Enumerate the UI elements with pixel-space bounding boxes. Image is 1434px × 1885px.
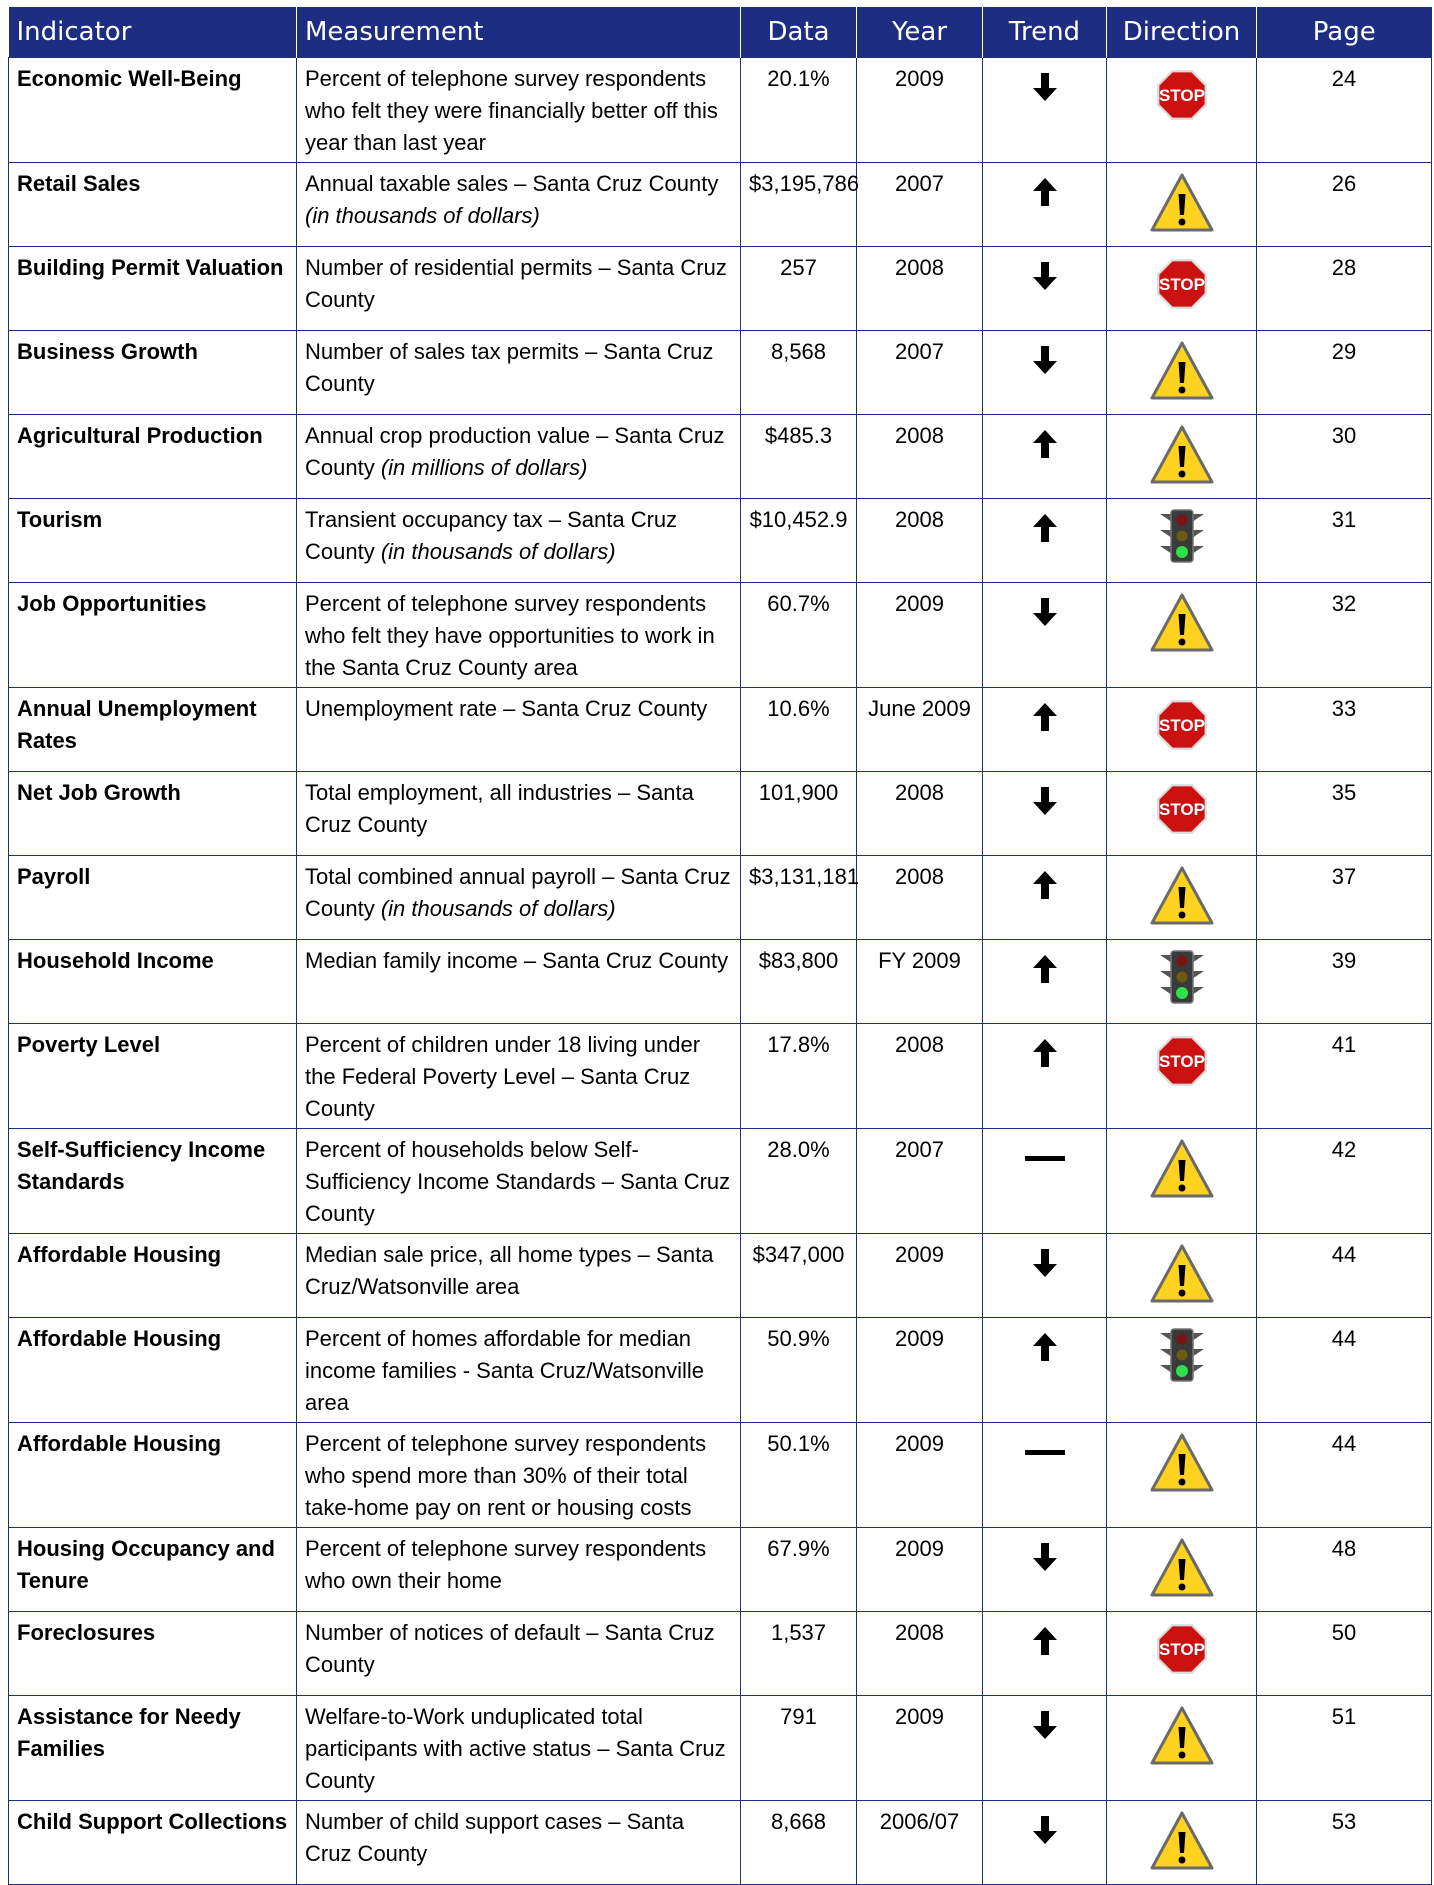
page-cell: 33 (1257, 688, 1432, 772)
page-cell: 29 (1257, 331, 1432, 415)
measurement-cell (297, 688, 741, 772)
indicator-cell: Business Growth (9, 331, 297, 415)
year-cell: 2008 (857, 499, 983, 583)
trend-cell (983, 499, 1107, 583)
direction-cell (1107, 331, 1257, 415)
measurement-text: Total combined annual payroll – Santa Cruz County (305, 864, 731, 921)
table-row (9, 1528, 1432, 1612)
year-cell: 2008 (857, 772, 983, 856)
indicator-cell: Assistance for Needy Families (9, 1696, 297, 1801)
table-row (9, 583, 1432, 688)
measurement-cell (297, 1528, 741, 1612)
measurement-text: Total employment, all industries – Santa Cruz County (305, 780, 694, 837)
year-cell: 2009 (857, 58, 983, 163)
direction-cell (1107, 856, 1257, 940)
page-cell: 41 (1257, 1024, 1432, 1129)
measurement-text: Number of residential permits – Santa Cruz County (305, 255, 727, 312)
indicator-cell: Building Permit Valuation (9, 247, 297, 331)
measurement-unit: (in thousands of dollars) (380, 896, 616, 921)
data-cell: 50.9% (741, 1318, 857, 1423)
trend-cell (983, 1318, 1107, 1423)
indicator-cell: Foreclosures (9, 1612, 297, 1696)
page-cell: 44 (1257, 1423, 1432, 1528)
measurement-cell (297, 583, 741, 688)
indicator-cell: Child Support Collections (9, 1801, 297, 1885)
measurement-cell (297, 331, 741, 415)
year-cell: 2007 (857, 163, 983, 247)
header-data: Data (741, 7, 857, 58)
trend-cell (983, 58, 1107, 163)
trend-cell (983, 1696, 1107, 1801)
table-row (9, 856, 1432, 940)
table-row (9, 1024, 1432, 1129)
year-cell: 2007 (857, 1129, 983, 1234)
dash-icon (1020, 1436, 1070, 1468)
measurement-cell (297, 1423, 741, 1528)
data-cell: 50.1% (741, 1423, 857, 1528)
measurement-text: Number of child support cases – Santa Cruz County (305, 1809, 685, 1866)
trend-cell (983, 1801, 1107, 1885)
page-cell: 32 (1257, 583, 1432, 688)
trend-cell (983, 940, 1107, 1024)
arrow-up-icon (1020, 176, 1070, 208)
direction-cell (1107, 415, 1257, 499)
year-cell: FY 2009 (857, 940, 983, 1024)
svg-text:STOP: STOP (1158, 1640, 1205, 1659)
indicator-cell: Retail Sales (9, 163, 297, 247)
warning-sign-icon (1147, 1243, 1217, 1305)
header-direction: Direction (1107, 7, 1257, 58)
page-cell: 48 (1257, 1528, 1432, 1612)
trend-cell (983, 1612, 1107, 1696)
direction-cell (1107, 1318, 1257, 1423)
direction-cell (1107, 1612, 1257, 1696)
year-cell: 2009 (857, 1234, 983, 1318)
warning-sign-icon (1147, 1537, 1217, 1599)
year-cell: 2007 (857, 331, 983, 415)
table-row (9, 940, 1432, 1024)
warning-sign-icon (1147, 1138, 1217, 1200)
direction-cell (1107, 499, 1257, 583)
data-cell: $3,131,181 (741, 856, 857, 940)
data-cell: 8,668 (741, 1801, 857, 1885)
measurement-cell (297, 1129, 741, 1234)
page-cell: 30 (1257, 415, 1432, 499)
trend-cell (983, 247, 1107, 331)
measurement-unit: (in millions of dollars) (380, 455, 588, 480)
indicator-cell: Payroll (9, 856, 297, 940)
table-row (9, 1423, 1432, 1528)
indicator-cell: Job Opportunities (9, 583, 297, 688)
header-measurement: Measurement (297, 7, 741, 58)
page-cell: 26 (1257, 163, 1432, 247)
measurement-text: Percent of homes affordable for median income families - Santa Cruz/Watsonville area (305, 1326, 704, 1415)
direction-cell (1107, 163, 1257, 247)
data-cell: $10,452.9 (741, 499, 857, 583)
direction-cell (1107, 772, 1257, 856)
year-cell: 2008 (857, 247, 983, 331)
data-cell: 1,537 (741, 1612, 857, 1696)
table-row (9, 247, 1432, 331)
arrow-up-icon (1020, 953, 1070, 985)
arrow-down-icon (1020, 260, 1070, 292)
warning-sign-icon (1147, 424, 1217, 486)
indicator-cell: Tourism (9, 499, 297, 583)
data-cell: $347,000 (741, 1234, 857, 1318)
dash-icon (1020, 1142, 1070, 1174)
measurement-unit: (in thousands of dollars) (380, 539, 616, 564)
measurement-cell (297, 1318, 741, 1423)
table-row (9, 415, 1432, 499)
svg-text:STOP: STOP (1158, 800, 1205, 819)
table-row (9, 1612, 1432, 1696)
measurement-text: Percent of telephone survey respondents who felt they were financially better off this year than last year (305, 66, 718, 155)
indicator-cell: Economic Well-Being (9, 58, 297, 163)
year-cell: 2009 (857, 1528, 983, 1612)
measurement-cell (297, 1696, 741, 1801)
page-cell: 44 (1257, 1234, 1432, 1318)
measurement-cell (297, 415, 741, 499)
trend-cell (983, 1129, 1107, 1234)
arrow-down-icon (1020, 596, 1070, 628)
warning-sign-icon (1147, 172, 1217, 234)
stop-sign-icon (1147, 697, 1217, 759)
warning-sign-icon (1147, 340, 1217, 402)
table-row (9, 163, 1432, 247)
table-row (9, 1129, 1432, 1234)
arrow-up-icon (1020, 1331, 1070, 1363)
measurement-text: Percent of children under 18 living under the Federal Poverty Level – Santa Cruz County (305, 1032, 701, 1121)
trend-cell (983, 331, 1107, 415)
trend-cell (983, 415, 1107, 499)
direction-cell (1107, 58, 1257, 163)
year-cell: 2006/07 (857, 1801, 983, 1885)
stop-sign-icon (1147, 67, 1217, 129)
page-cell: 51 (1257, 1696, 1432, 1801)
table-row (9, 772, 1432, 856)
arrow-down-icon (1020, 344, 1070, 376)
data-cell: 791 (741, 1696, 857, 1801)
year-cell: 2008 (857, 1024, 983, 1129)
arrow-down-icon (1020, 785, 1070, 817)
header-year: Year (857, 7, 983, 58)
direction-cell (1107, 1801, 1257, 1885)
indicator-cell: Affordable Housing (9, 1423, 297, 1528)
year-cell: 2009 (857, 1318, 983, 1423)
data-cell: 101,900 (741, 772, 857, 856)
indicator-cell: Housing Occupancy and Tenure (9, 1528, 297, 1612)
arrow-up-icon (1020, 512, 1070, 544)
data-cell: $83,800 (741, 940, 857, 1024)
page-cell: 31 (1257, 499, 1432, 583)
measurement-cell (297, 499, 741, 583)
measurement-text: Transient occupancy tax – Santa Cruz County (305, 507, 678, 564)
year-cell: 2008 (857, 856, 983, 940)
indicator-cell: Affordable Housing (9, 1234, 297, 1318)
traffic-light-icon (1147, 1327, 1217, 1389)
header-trend: Trend (983, 7, 1107, 58)
trend-cell (983, 1234, 1107, 1318)
year-cell: 2009 (857, 583, 983, 688)
table-row (9, 331, 1432, 415)
measurement-cell (297, 772, 741, 856)
arrow-down-icon (1020, 1814, 1070, 1846)
page-cell: 50 (1257, 1612, 1432, 1696)
header-row (9, 7, 1432, 58)
table-row (9, 499, 1432, 583)
indicator-cell: Poverty Level (9, 1024, 297, 1129)
traffic-light-icon (1147, 949, 1217, 1011)
warning-sign-icon (1147, 1705, 1217, 1767)
arrow-down-icon (1020, 71, 1070, 103)
indicator-cell: Net Job Growth (9, 772, 297, 856)
page-cell: 37 (1257, 856, 1432, 940)
arrow-up-icon (1020, 1037, 1070, 1069)
arrow-down-icon (1020, 1541, 1070, 1573)
arrow-down-icon (1020, 1709, 1070, 1741)
measurement-cell (297, 163, 741, 247)
page-cell: 28 (1257, 247, 1432, 331)
measurement-text: Unemployment rate – Santa Cruz County (305, 696, 708, 721)
table-row (9, 58, 1432, 163)
year-cell: 2009 (857, 1696, 983, 1801)
arrow-up-icon (1020, 428, 1070, 460)
direction-cell (1107, 1129, 1257, 1234)
warning-sign-icon (1147, 1810, 1217, 1872)
stop-sign-icon (1147, 256, 1217, 318)
measurement-text: Percent of telephone survey respondents who own their home (305, 1536, 707, 1593)
trend-cell (983, 583, 1107, 688)
svg-text:STOP: STOP (1158, 1052, 1205, 1071)
trend-cell (983, 163, 1107, 247)
trend-cell (983, 856, 1107, 940)
measurement-text: Annual crop production value – Santa Cruz County (305, 423, 725, 480)
traffic-light-icon (1147, 508, 1217, 570)
data-cell: 8,568 (741, 331, 857, 415)
direction-cell (1107, 583, 1257, 688)
header-indicator: Indicator (9, 7, 297, 58)
indicator-cell: Agricultural Production (9, 415, 297, 499)
measurement-cell (297, 1234, 741, 1318)
data-cell: 67.9% (741, 1528, 857, 1612)
data-cell: 28.0% (741, 1129, 857, 1234)
year-cell: 2008 (857, 415, 983, 499)
svg-text:STOP: STOP (1158, 86, 1205, 105)
trend-cell (983, 1528, 1107, 1612)
measurement-text: Welfare-to-Work unduplicated total participants with active status – Santa Cruz County (305, 1704, 726, 1793)
measurement-text: Number of sales tax permits – Santa Cruz County (305, 339, 714, 396)
measurement-cell (297, 940, 741, 1024)
measurement-cell (297, 1612, 741, 1696)
table-row (9, 1318, 1432, 1423)
year-cell: 2009 (857, 1423, 983, 1528)
data-cell: 257 (741, 247, 857, 331)
measurement-text: Annual taxable sales – Santa Cruz County (305, 171, 719, 196)
direction-cell (1107, 1024, 1257, 1129)
table-row (9, 1801, 1432, 1885)
measurement-text: Percent of households below Self-Sufficiency Income Standards – Santa Cruz County (305, 1137, 731, 1226)
year-cell: June 2009 (857, 688, 983, 772)
direction-cell (1107, 940, 1257, 1024)
measurement-unit: (in thousands of dollars) (305, 203, 540, 228)
measurement-cell (297, 58, 741, 163)
trend-cell (983, 688, 1107, 772)
stop-sign-icon (1147, 1621, 1217, 1683)
table-row (9, 1234, 1432, 1318)
direction-cell (1107, 1696, 1257, 1801)
indicator-cell: Affordable Housing (9, 1318, 297, 1423)
arrow-up-icon (1020, 869, 1070, 901)
stop-sign-icon (1147, 781, 1217, 843)
arrow-up-icon (1020, 701, 1070, 733)
measurement-text: Median family income – Santa Cruz County (305, 948, 729, 973)
direction-cell (1107, 688, 1257, 772)
page-cell: 39 (1257, 940, 1432, 1024)
page-cell: 44 (1257, 1318, 1432, 1423)
data-cell: $485.3 (741, 415, 857, 499)
measurement-cell (297, 1801, 741, 1885)
warning-sign-icon (1147, 865, 1217, 927)
page-cell: 53 (1257, 1801, 1432, 1885)
indicators-table (8, 7, 1432, 1885)
indicator-cell: Household Income (9, 940, 297, 1024)
header-page: Page (1257, 7, 1432, 58)
table-row (9, 688, 1432, 772)
svg-text:STOP: STOP (1158, 275, 1205, 294)
page-cell: 35 (1257, 772, 1432, 856)
indicator-cell: Annual Unemployment Rates (9, 688, 297, 772)
stop-sign-icon (1147, 1033, 1217, 1095)
direction-cell (1107, 247, 1257, 331)
measurement-cell (297, 856, 741, 940)
page-cell: 24 (1257, 58, 1432, 163)
page-cell: 42 (1257, 1129, 1432, 1234)
arrow-down-icon (1020, 1247, 1070, 1279)
warning-sign-icon (1147, 1432, 1217, 1494)
arrow-up-icon (1020, 1625, 1070, 1657)
indicator-cell: Self-Sufficiency Income Standards (9, 1129, 297, 1234)
warning-sign-icon (1147, 592, 1217, 654)
year-cell: 2008 (857, 1612, 983, 1696)
measurement-text: Median sale price, all home types – Santa Cruz/Watsonville area (305, 1242, 714, 1299)
direction-cell (1107, 1423, 1257, 1528)
measurement-text: Number of notices of default – Santa Cruz County (305, 1620, 715, 1677)
table-row (9, 1696, 1432, 1801)
measurement-cell (297, 247, 741, 331)
data-cell: 60.7% (741, 583, 857, 688)
measurement-text: Percent of telephone survey respondents who spend more than 30% of their total take-home pay on rent or housing costs (305, 1431, 707, 1520)
trend-cell (983, 1423, 1107, 1528)
data-cell: 17.8% (741, 1024, 857, 1129)
svg-text:STOP: STOP (1158, 716, 1205, 735)
data-cell: 10.6% (741, 688, 857, 772)
data-cell: 20.1% (741, 58, 857, 163)
measurement-cell (297, 1024, 741, 1129)
data-cell: $3,195,786 (741, 163, 857, 247)
direction-cell (1107, 1528, 1257, 1612)
direction-cell (1107, 1234, 1257, 1318)
measurement-text: Percent of telephone survey respondents who felt they have opportunities to work in the Santa Cruz County area (305, 591, 715, 680)
trend-cell (983, 1024, 1107, 1129)
trend-cell (983, 772, 1107, 856)
